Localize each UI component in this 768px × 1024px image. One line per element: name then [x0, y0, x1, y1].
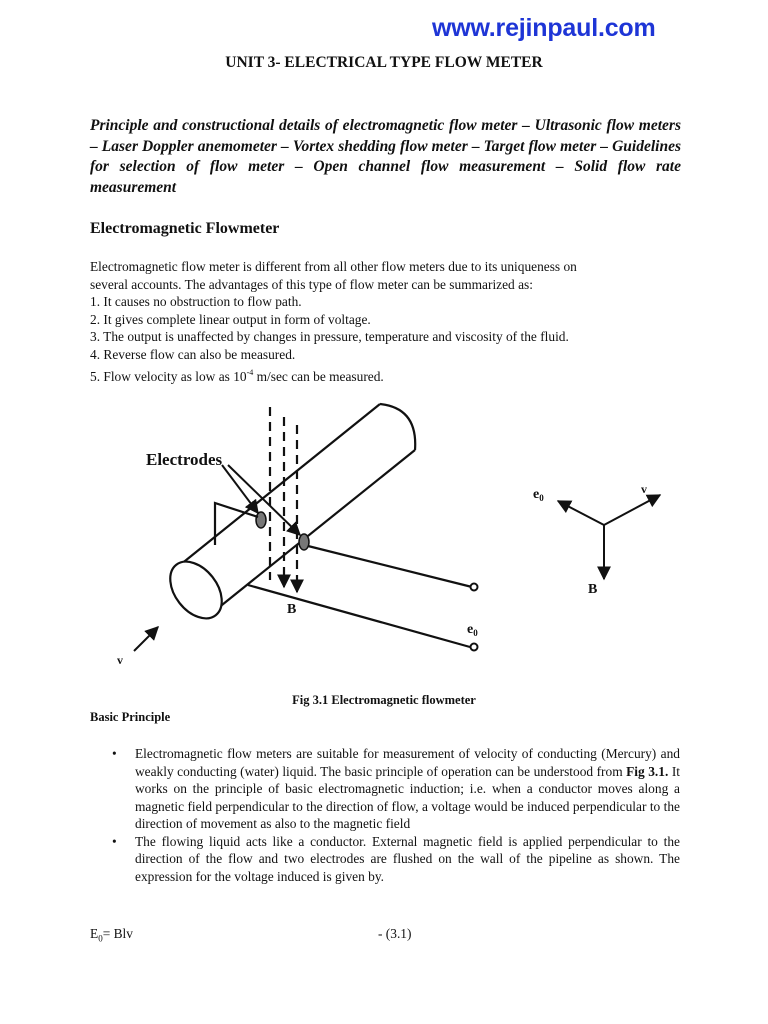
unit-title: UNIT 3- ELECTRICAL TYPE FLOW METER: [225, 54, 543, 71]
terminal-2: [471, 644, 478, 651]
equation-rhs: = Blv: [102, 926, 133, 941]
pipe: [160, 404, 415, 628]
label-electrodes: Electrodes: [146, 450, 223, 469]
label-B-axis: B: [588, 582, 598, 597]
label-e0-axis: $e_0$: [533, 487, 544, 503]
equation-lhs: E: [90, 926, 99, 941]
section-heading: Electromagnetic Flowmeter: [90, 220, 280, 237]
website-url[interactable]: www.rejinpaul.com: [432, 14, 656, 42]
field-arrows: [284, 573, 297, 592]
equation-lhs-sub: 0: [98, 933, 103, 944]
electrode-1: [256, 512, 266, 528]
equation-number: - (3.1): [378, 926, 412, 941]
equation: [90, 926, 133, 944]
item5-exponent: -4: [246, 367, 254, 377]
label-v-axis: v: [641, 482, 647, 496]
item5-prefix: 5. Flow velocity as low as 10: [90, 368, 247, 384]
bullet-text: Electromagnetic flow meters are suitable for measurement of velocity of conducting (Mercury) and weakly conducting (water) liquid. The basic principle of operation can be understood from: [135, 746, 680, 779]
terminal-1: [471, 584, 478, 591]
principle-bullets: [112, 745, 680, 885]
bullet-dot: •: [112, 746, 117, 761]
advantage-item: 3. The output is unaffected by changes in pressure, temperature and viscosity of the fluid.: [90, 329, 569, 345]
advantage-item: 1. It causes no obstruction to flow path.: [90, 294, 302, 310]
intro-line: Electromagnetic flow meter is different from all other flow meters due to its uniqueness on: [90, 259, 577, 274]
advantage-item: 4. Reverse flow can also be measured.: [90, 346, 296, 362]
electrode-2: [299, 534, 309, 550]
syllabus-topics: Principle and constructional details of electromagnetic flow meter – Ultrasonic flow meters – Laser Doppler anemometer – Vortex shedding flow meter – Target flow meter – Guidelines for selection of flow meter – Open channel flow measurement – Solid flow rate measurement: [90, 117, 681, 196]
figure-caption: Fig 3.1 Electromagnetic flowmeter: [292, 693, 476, 707]
lead-wires: [215, 503, 472, 647]
basic-principle-heading: Basic Principle: [90, 710, 171, 724]
magnetic-field-lines: [270, 407, 297, 585]
bullet-text: It works on the principle of basic electromagnetic induction; i.e. when a conductor moves along a magnetic field perpendicular to the direction of flow, a voltage would be induced perpendicular to the direction of movement as also to the magnetic field: [135, 763, 680, 831]
bullet-dot: •: [112, 833, 117, 849]
bullet-text: The flowing liquid acts like a conductor. External magnetic field is applied perpendicular to the direction of the flow and two electrodes are flushed on the wall of the pipeline as shown. The expression for the voltage induced is given by.: [135, 833, 680, 884]
label-v-flow: v: [117, 653, 123, 667]
advantage-item: 2. It gives complete linear output in form of voltage.: [90, 311, 371, 327]
flowmeter-diagram: [0, 395, 768, 685]
intro-paragraph: [90, 258, 670, 385]
label-e0-terminal: $e_0$: [467, 622, 478, 638]
axis-triad: [558, 495, 660, 579]
item5-suffix: m/sec can be measured.: [253, 368, 384, 384]
label-B-pipe: B: [287, 602, 297, 617]
flow-arrow: [134, 627, 158, 651]
list-item: [112, 745, 680, 833]
advantage-item: [90, 364, 670, 386]
intro-line: several accounts. The advantages of this type of flow meter can be summarized as:: [90, 276, 533, 292]
list-item: [112, 833, 680, 886]
figure-reference: Fig 3.1.: [626, 763, 669, 779]
